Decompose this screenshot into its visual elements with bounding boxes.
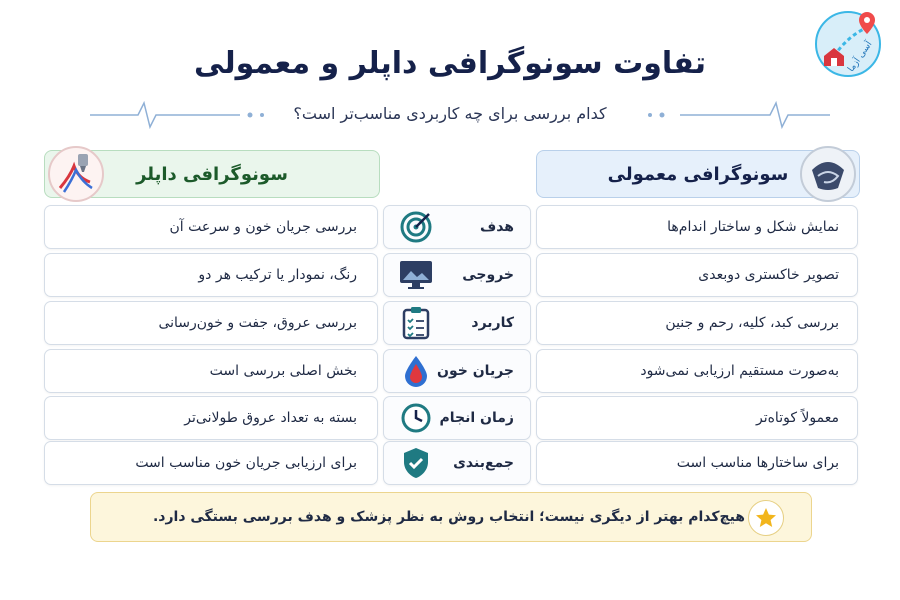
normal-usage-cell: بررسی کبد، کلیه، رحم و جنین bbox=[536, 301, 858, 345]
footer-note bbox=[90, 492, 812, 542]
target-icon bbox=[398, 209, 434, 245]
normal-goal-cell: نمایش شکل و ساختار اندام‌ها bbox=[536, 205, 858, 249]
row-label-goal bbox=[383, 205, 531, 249]
doppler-vessels-probe-icon bbox=[48, 146, 104, 202]
page-subtitle: کدام بررسی برای چه کاربردی مناسب‌تر است؟ bbox=[293, 104, 607, 123]
row-label-text: کاربرد bbox=[471, 315, 514, 331]
normal-duration-cell: معمولاً کوتاه‌تر bbox=[536, 396, 858, 440]
doppler-summary-cell: برای ارزیابی جریان خون مناسب است bbox=[44, 441, 378, 485]
blood-drop-icon bbox=[398, 353, 434, 389]
row-label-summary bbox=[383, 441, 531, 485]
row-label-output bbox=[383, 253, 531, 297]
doppler-bloodflow-cell: بخش اصلی بررسی است bbox=[44, 349, 378, 393]
row-label-bloodflow bbox=[383, 349, 531, 393]
row-label-text: هدف bbox=[479, 219, 514, 235]
footer-note-text: هیچ‌کدام بهتر از دیگری نیست؛ انتخاب روش به نظر پزشک و هدف بررسی بستگی دارد. bbox=[152, 509, 745, 525]
row-label-text: خروجی bbox=[462, 267, 514, 283]
logo-text: آسی آزما bbox=[846, 39, 875, 74]
page-title: تفاوت سونوگرافی داپلر و معمولی bbox=[193, 46, 706, 81]
monitor-image-icon bbox=[398, 257, 434, 293]
normal-summary-cell: برای ساختارها مناسب است bbox=[536, 441, 858, 485]
brand-logo bbox=[812, 6, 886, 80]
row-label-usage bbox=[383, 301, 531, 345]
shield-check-icon bbox=[398, 445, 434, 481]
ultrasound-image-icon bbox=[800, 146, 856, 202]
row-label-text: جمع‌بندی bbox=[453, 455, 514, 471]
normal-bloodflow-cell: به‌صورت مستقیم ارزیابی نمی‌شود bbox=[536, 349, 858, 393]
doppler-usage-cell: بررسی عروق، جفت و خون‌رسانی bbox=[44, 301, 378, 345]
clock-icon bbox=[398, 400, 434, 436]
row-label-text: زمان انجام bbox=[439, 410, 514, 426]
doppler-goal-cell: بررسی جریان خون و سرعت آن bbox=[44, 205, 378, 249]
row-label-text: جریان خون bbox=[437, 363, 514, 379]
doppler-column-header: سونوگرافی داپلر bbox=[44, 150, 380, 198]
row-label-duration bbox=[383, 396, 531, 440]
doppler-output-cell: رنگ، نمودار یا ترکیب هر دو bbox=[44, 253, 378, 297]
normal-column-header: سونوگرافی معمولی bbox=[536, 150, 860, 198]
clipboard-checklist-icon bbox=[398, 305, 434, 341]
star-icon bbox=[748, 500, 784, 536]
normal-output-cell: تصویر خاکستری دوبعدی bbox=[536, 253, 858, 297]
doppler-duration-cell: بسته به تعداد عروق طولانی‌تر bbox=[44, 396, 378, 440]
